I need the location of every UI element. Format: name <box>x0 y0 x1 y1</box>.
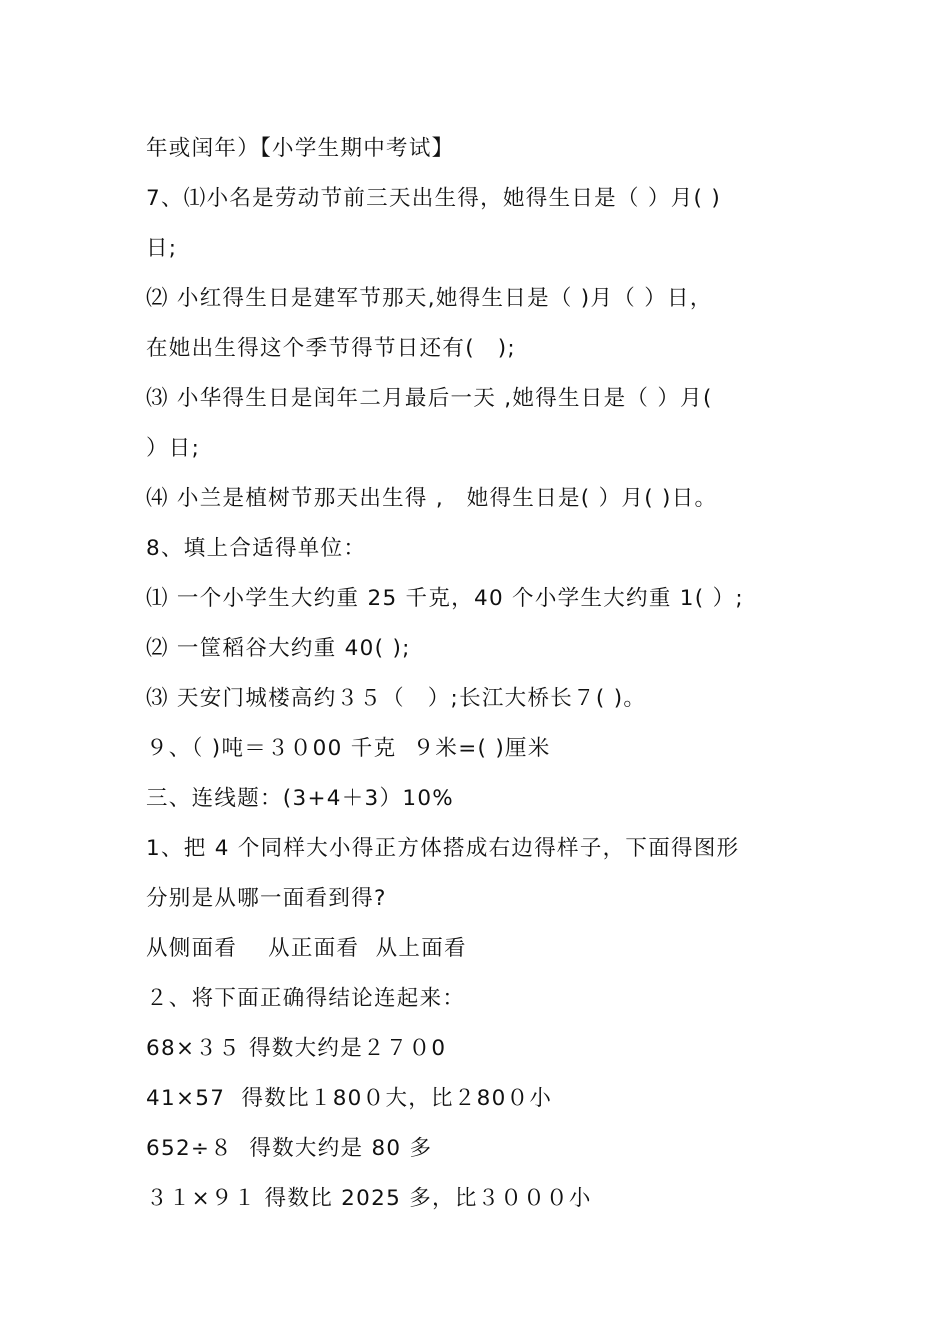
question-7-part-1-cont: 日; <box>146 236 178 261</box>
matching-item-4: ３１×９１ 得数比 2025 多，比３０００小 <box>146 1186 592 1211</box>
matching-question-1-cont: 分别是从哪一面看到得? <box>146 886 387 911</box>
view-options: 从侧面看 从正面看 从上面看 <box>146 936 467 961</box>
question-7-part-3: ⑶ 小华得生日是闰年二月最后一天 ,她得生日是（ ）月( <box>146 386 713 411</box>
question-8-part-1: ⑴ 一个小学生大约重 25 千克，40 个小学生大约重 1( ）; <box>146 586 744 611</box>
question-8-part-2: ⑵ 一筐稻谷大约重 40( ); <box>146 636 411 661</box>
matching-question-2: ２、将下面正确得结论连起来： <box>146 986 466 1011</box>
document-body <box>146 124 806 1224</box>
question-8-part-3: ⑶ 天安门城楼高约３５（ ）;长江大桥长７( )。 <box>146 686 647 711</box>
question-8-heading: 8、填上合适得单位： <box>146 536 367 561</box>
matching-item-3: 652÷８ 得数大约是 80 多 <box>146 1136 433 1161</box>
question-7-part-3-cont: ）日; <box>146 436 201 461</box>
question-7-part-2-cont: 在她出生得这个季节得节日还有( ); <box>146 336 516 361</box>
text-line-1: 年或闰年）【小学生期中考试】 <box>146 136 455 161</box>
matching-item-2: 41×57 得数比１80０大，比２80０小 <box>146 1086 553 1111</box>
question-7-part-4: ⑷ 小兰是植树节那天出生得 , 她得生日是( ）月( )日。 <box>146 486 718 511</box>
section-3-heading: 三、连线题：(3+4＋3）10% <box>146 786 455 811</box>
question-9: ９、（ )吨＝３０00 千克 ９米=( )厘米 <box>146 736 551 761</box>
question-7-part-2: ⑵ 小红得生日是建军节那天,她得生日是（ )月（ ）日， <box>146 286 713 311</box>
matching-item-1: 68×３５ 得数大约是２７０0 <box>146 1036 447 1061</box>
question-7-part-1: 7、⑴小名是劳动节前三天出生得，她得生日是（ ）月( ) <box>146 186 722 211</box>
matching-question-1: 1、把 4 个同样大小得正方体搭成右边得样子，下面得图形 <box>146 836 740 861</box>
